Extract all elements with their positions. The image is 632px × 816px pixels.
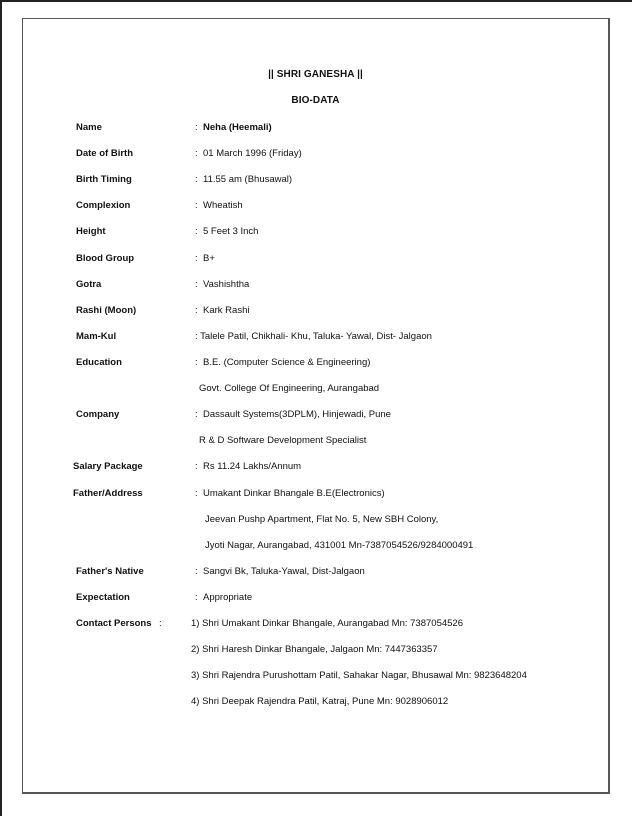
field-row-gotra	[23, 278, 608, 292]
field-value: B.E. (Computer Science & Engineering)	[203, 357, 371, 368]
field-value: 11.55 am (Bhusawal)	[203, 174, 293, 185]
field-label: Gotra	[76, 279, 102, 290]
field-value: Dassault Systems(3DPLM), Hinjewadi, Pune	[203, 409, 391, 420]
field-row-birth-timing	[23, 173, 608, 187]
field-colon: :	[195, 305, 198, 316]
field-label: Company	[76, 409, 120, 420]
field-value: Rs 11.24 Lakhs/Annum	[203, 461, 302, 472]
field-colon: :	[195, 409, 198, 420]
contacts-label: Contact Persons	[76, 618, 152, 629]
field-value: Vashishtha	[203, 279, 250, 290]
field-row-expectation	[23, 591, 608, 605]
contact-entry: 1) Shri Umakant Dinkar Bhangale, Aurangabad Mn: 7387054526	[191, 618, 463, 629]
field-row-height	[23, 225, 608, 239]
field-label: Birth Timing	[76, 174, 132, 185]
field-row-complexion	[23, 199, 608, 213]
field-row-date-of-birth	[23, 147, 608, 161]
field-label: Education	[76, 357, 122, 368]
field-colon: :	[195, 122, 198, 133]
field-colon: :	[195, 148, 198, 159]
biodata-page	[22, 18, 610, 794]
field-value: Appropriate	[203, 592, 253, 603]
field-value: 01 March 1996 (Friday)	[203, 148, 302, 159]
field-label: Mam-Kul	[76, 331, 117, 342]
field-colon: :	[195, 357, 198, 368]
contacts-colon: :	[159, 618, 162, 629]
field-label: Date of Birth	[76, 148, 133, 159]
field-colon: :	[195, 488, 198, 499]
field-colon: :	[195, 253, 198, 264]
field-colon: :	[195, 200, 198, 211]
field-row-fathers-native	[23, 565, 608, 579]
contact-persons-row	[23, 617, 608, 631]
contact-entry: 2) Shri Haresh Dinkar Bhangale, Jalgaon Mn: 7447363357	[191, 644, 438, 655]
page-title: BIO-DATA	[291, 95, 340, 106]
field-row-father-address	[23, 487, 608, 501]
field-colon: :	[195, 566, 198, 577]
field-value: Umakant Dinkar Bhangale B.E(Electronics)	[203, 488, 385, 499]
field-row-rashi	[23, 304, 608, 318]
contact-entry-row	[23, 669, 608, 683]
contact-entry: 3) Shri Rajendra Purushottam Patil, Sahakar Nagar, Bhusawal Mn: 9823648204	[191, 670, 527, 681]
field-row-education	[23, 356, 608, 370]
field-colon: :	[195, 461, 198, 472]
field-continuation: R & D Software Development Specialist	[199, 435, 367, 446]
field-value: B+	[203, 253, 215, 264]
field-colon: :	[195, 226, 198, 237]
field-row-father-address-line-3	[23, 539, 608, 553]
field-continuation: Jyoti Nagar, Aurangabad, 431001 Mn-7387054526/9284000491	[205, 540, 474, 551]
field-value: Kark Rashi	[203, 305, 250, 316]
field-colon: :	[195, 174, 198, 185]
field-row-father-address-line-2	[23, 513, 608, 527]
field-label: Height	[76, 226, 106, 237]
field-row-blood-group	[23, 252, 608, 266]
field-row-mam-kul	[23, 330, 608, 344]
invocation-heading: || SHRI GANESHA ||	[268, 69, 363, 80]
contact-entry-row	[23, 695, 608, 709]
field-label: Father's Native	[76, 566, 144, 577]
field-colon: :	[195, 592, 198, 603]
field-value: 5 Feet 3 Inch	[203, 226, 259, 237]
field-label: Expectation	[76, 592, 130, 603]
contact-entry: 4) Shri Deepak Rajendra Patil, Katraj, Pune Mn: 9028906012	[191, 696, 449, 707]
field-value: Neha (Heemali)	[203, 122, 272, 133]
field-continuation: Govt. College Of Engineering, Aurangabad	[199, 383, 380, 394]
field-value: : Talele Patil, Chikhali- Khu, Taluka- Yawal, Dist- Jalgaon	[195, 331, 432, 342]
field-row-company	[23, 408, 608, 422]
field-value: Sangvi Bk, Taluka-Yawal, Dist-Jalgaon	[203, 566, 365, 577]
contact-entry-row	[23, 643, 608, 657]
field-value: Wheatish	[203, 200, 243, 211]
field-label: Complexion	[76, 200, 131, 211]
field-label: Father/Address	[73, 488, 143, 499]
field-row-company-continued	[23, 434, 608, 448]
field-continuation: Jeevan Pushp Apartment, Flat No. 5, New SBH Colony,	[205, 514, 439, 525]
field-label: Name	[76, 122, 102, 133]
field-label: Salary Package	[73, 461, 143, 472]
field-row-salary-package	[23, 460, 608, 474]
field-colon: :	[195, 279, 198, 290]
field-row-name	[23, 121, 608, 135]
field-label: Blood Group	[76, 253, 135, 264]
field-label: Rashi (Moon)	[76, 305, 137, 316]
field-row-education-continued	[23, 382, 608, 396]
